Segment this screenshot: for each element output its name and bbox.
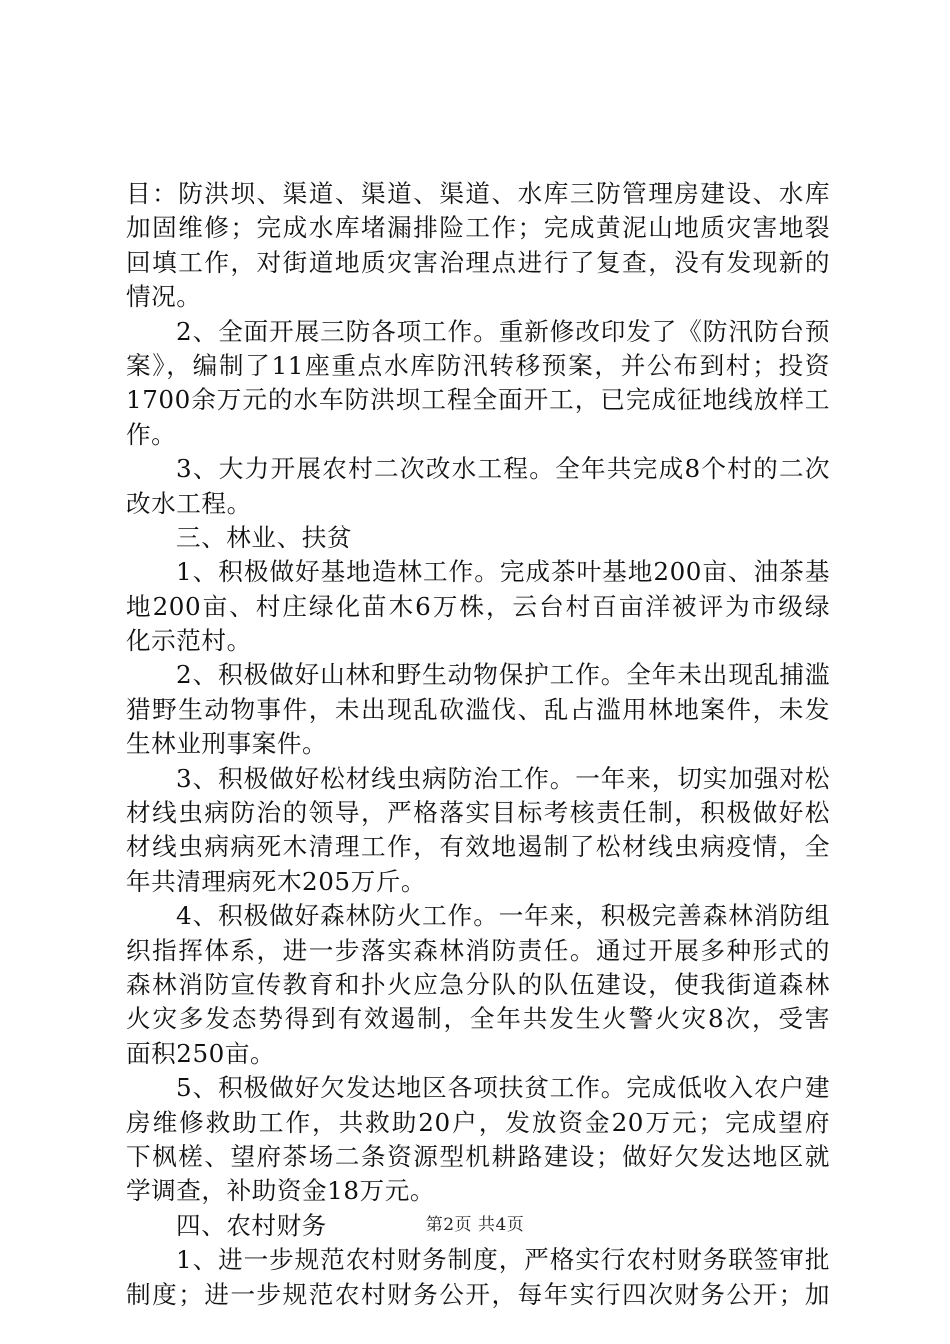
text-line: 1、进一步规范农村财务制度，严格实行农村财务联签审批 <box>176 1245 830 1275</box>
text-line: 四、农村财务 <box>176 1210 327 1240</box>
text-line: 年共清理病死木205万斤。 <box>126 866 427 896</box>
text-line: 5、积极做好欠发达地区各项扶贫工作。完成低收入农户建 <box>176 1073 830 1103</box>
text-line: 目：防洪坝、渠道、渠道、渠道、水库三防管理房建设、水库 <box>126 179 830 208</box>
text-line: 情况。 <box>126 282 202 312</box>
text-line: 案》，编制了11座重点水库防汛转移预案，并公布到村；投资 <box>126 350 830 380</box>
text-line: 房维修救助工作，共救助20户，发放资金20万元；完成望府 <box>126 1107 830 1137</box>
text-line: 学调查，补助资金18万元。 <box>126 1176 435 1206</box>
text-line: 4、积极做好森林防火工作。一年来，积极完善森林消防组 <box>176 901 830 931</box>
text-line: 材线虫病病死木清理工作，有效地遏制了松材线虫病疫情，全 <box>126 832 830 862</box>
document-body <box>126 177 830 1312</box>
text-line: 地200亩、村庄绿化苗木6万株，云台村百亩洋被评为市级绿 <box>126 591 830 621</box>
text-line: 材线虫病防治的领导，严格落实目标考核责任制，积极做好松 <box>126 798 830 828</box>
text-line: 化示范村。 <box>126 626 252 656</box>
text-line: 1、积极做好基地造林工作。完成茶叶基地200亩、油茶基 <box>176 557 830 587</box>
text-line: 2、积极做好山林和野生动物保护工作。全年未出现乱捕滥 <box>176 660 830 690</box>
text-line: 生林业刑事案件。 <box>126 729 328 759</box>
text-line: 3、大力开展农村二次改水工程。全年共完成8个村的二次 <box>176 454 830 484</box>
text-line: 面积250亩。 <box>126 1038 276 1068</box>
text-line: 三、林业、扶贫 <box>176 522 353 552</box>
text-line: 1700余万元的水车防洪坝工程全面开工，已完成征地线放样工 <box>126 385 830 415</box>
text-line: 3、积极做好松材线虫病防治工作。一年来，切实加强对松 <box>176 763 830 793</box>
text-line: 火灾多发态势得到有效遏制，全年共发生火警火灾8次，受害 <box>126 1004 830 1034</box>
text-line: 下枫槎、望府茶场二条资源型机耕路建设；做好欠发达地区就 <box>126 1141 830 1171</box>
text-line: 织指挥体系，进一步落实森林消防责任。通过开展多种形式的 <box>126 935 830 965</box>
text-line: 回填工作，对街道地质灾害治理点进行了复查，没有发现新的 <box>126 247 830 277</box>
text-line: 制度；进一步规范农村财务公开，每年实行四次财务公开；加 <box>126 1279 830 1309</box>
text-line: 森林消防宣传教育和扑火应急分队的队伍建设，使我街道森林 <box>126 969 830 999</box>
text-line: 作。 <box>126 419 177 449</box>
page-footer: 第2页 共4页 <box>425 1215 525 1235</box>
text-line: 加固维修；完成水库堵漏排险工作；完成黄泥山地质灾害地裂 <box>126 213 830 243</box>
text-line: 改水工程。 <box>126 488 252 518</box>
text-line: 2、全面开展三防各项工作。重新修改印发了《防汛防台预 <box>176 316 830 346</box>
text-line: 猎野生动物事件，未出现乱砍滥伐、乱占滥用林地案件，未发 <box>126 694 830 724</box>
